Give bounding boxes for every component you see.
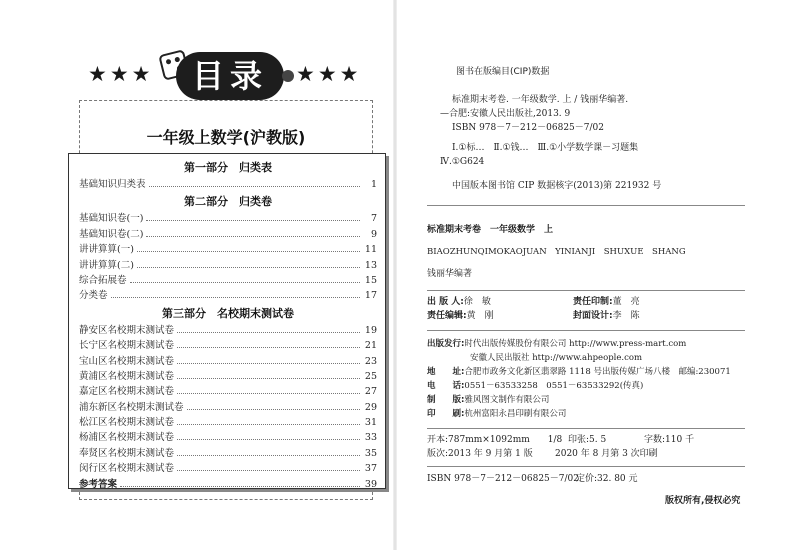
toc-entry[interactable] — [79, 446, 377, 461]
toc-entry-label: 黄浦区名校期末测试卷 — [79, 370, 175, 382]
toc-entry-page: 25 — [364, 370, 377, 382]
toc-entry-answers[interactable] — [79, 477, 377, 492]
staff-cover: 封面设计:李 陈 — [573, 311, 640, 321]
dot-leader — [177, 363, 360, 364]
toc-entry-label: 松江区名校期末测试卷 — [79, 417, 175, 429]
cip-line: 标准期末考卷. 一年级数学. 上 / 钱丽华编著. — [452, 95, 629, 105]
toc-entry-page: 21 — [364, 340, 377, 352]
toc-entry[interactable] — [79, 415, 377, 430]
toc-entry-page: 17 — [364, 290, 377, 302]
toc-entry-page: 37 — [364, 463, 377, 475]
toc-entry-label: 讲讲算算(一) — [79, 244, 134, 256]
toc-entry-page: 39 — [364, 478, 377, 490]
spec-impression: 2020 年 8 月第 3 次印刷 — [555, 449, 658, 459]
staff-print: 责任印制:董 亮 — [573, 297, 640, 307]
toc-entry-label: 基础知识卷(一) — [79, 213, 144, 225]
cip-line: —合肥:安徽人民出版社,2013. 9 — [440, 109, 571, 119]
toc-entry-label: 讲讲算算(二) — [79, 259, 134, 271]
dot-leader — [149, 186, 360, 187]
dot-leader — [177, 455, 360, 456]
toc-entry-page: 13 — [364, 259, 377, 271]
toc-entry[interactable] — [79, 227, 377, 242]
toc-entry-label: 浦东新区名校期末测试卷 — [79, 401, 184, 413]
cip-title: 图书在版编目(CIP)数据 — [456, 67, 550, 77]
toc-entry-page: 15 — [364, 274, 377, 286]
dot-leader — [177, 347, 360, 348]
toc-entry[interactable] — [79, 242, 377, 257]
dot-leader — [177, 378, 360, 379]
dot-leader — [137, 251, 360, 252]
divider — [427, 205, 745, 206]
dot-leader — [146, 236, 360, 237]
toc-entry-page: 7 — [370, 213, 377, 225]
toc-entry-label: 基础知识卷(二) — [79, 228, 144, 240]
cip-number: 中国版本图书馆 CIP 数据核字(2013)第 221932 号 — [452, 181, 662, 191]
toc-entry-page: 19 — [364, 324, 377, 336]
cip-line: Ⅳ.①G624 — [440, 157, 485, 167]
decorative-dot — [282, 70, 294, 82]
toc-entry[interactable] — [79, 430, 377, 445]
toc-entry-page: 35 — [364, 447, 377, 459]
spec-edition: 版次:2013 年 9 月第 1 版 — [427, 449, 533, 459]
dot-leader — [146, 220, 360, 221]
toc-entry-label: 闵行区名校期末测试卷 — [79, 463, 175, 475]
toc-entry-page: 33 — [364, 432, 377, 444]
dot-leader — [177, 424, 360, 425]
table-of-contents — [68, 153, 386, 489]
pub-plate: 制 版:雅风图文制作有限公司 — [427, 395, 550, 405]
dot-leader — [137, 267, 360, 268]
stars-decoration-left: ★★★ — [88, 62, 154, 86]
cip-line: Ⅰ.①标… Ⅱ.①钱… Ⅲ.①小学数学课－习题集 — [452, 143, 639, 153]
dot-leader — [120, 486, 360, 487]
toc-entry[interactable] — [79, 338, 377, 353]
toc-entry-page: 1 — [370, 179, 377, 190]
toc-entry[interactable] — [79, 258, 377, 273]
toc-entry[interactable] — [79, 400, 377, 415]
toc-entry[interactable] — [79, 177, 377, 192]
toc-entry-label: 参考答案 — [79, 478, 118, 490]
spec-words: 字数:110 千 — [644, 435, 695, 445]
toc-entry[interactable] — [79, 323, 377, 338]
toc-entry-page: 31 — [364, 417, 377, 429]
toc-entry-label: 宝山区名校期末测试卷 — [79, 355, 175, 367]
toc-entry-label: 综合拓展卷 — [79, 274, 127, 286]
stars-decoration-right: ★★★ — [296, 62, 362, 86]
spec-sheets: 印张:5. 5 — [568, 435, 607, 445]
toc-entry-label: 分类卷 — [79, 290, 108, 302]
dot-leader — [177, 470, 360, 471]
divider — [427, 428, 745, 429]
dot-leader — [177, 393, 360, 394]
staff-editor: 责任编辑:黄 刚 — [427, 311, 494, 321]
toc-entry[interactable] — [79, 211, 377, 226]
dot-leader — [130, 282, 360, 283]
pub-dist: 出版发行:时代出版传媒股份有限公司 http://www.press-mart.com — [427, 339, 687, 349]
dot-leader — [177, 439, 360, 440]
section-heading: 第一部分 归类表 — [184, 161, 272, 174]
staff-publisher: 出 版 人:徐 敏 — [427, 297, 491, 307]
toc-entry-page: 9 — [370, 228, 377, 240]
toc-entry[interactable] — [79, 369, 377, 384]
section-heading: 第二部分 归类卷 — [184, 195, 272, 209]
toc-entry-label: 奉贤区名校期末测试卷 — [79, 447, 175, 459]
divider — [427, 330, 745, 331]
toc-entry[interactable] — [79, 384, 377, 399]
spec-format: 开本:787mm×1092mm 1/8 — [427, 435, 563, 445]
isbn: ISBN 978－7－212－06825－7/02 — [427, 474, 579, 484]
toc-entry-label: 杨浦区名校期末测试卷 — [79, 432, 175, 444]
book-gutter — [393, 0, 397, 550]
pub-printer: 印 刷:杭州富阳永昌印刷有限公司 — [427, 409, 567, 419]
book-name: 标准期末考卷 一年级数学 上 — [427, 225, 554, 235]
divider — [427, 290, 745, 291]
pub-address: 地 址:合肥市政务文化新区翡翠路 1118 号出版传媒广场八楼 邮编:230071 — [427, 367, 731, 377]
toc-entry[interactable] — [79, 288, 377, 303]
pinyin-title: BIAOZHUNQIMOKAOJUAN YINIANJI SHUXUE SHANG — [427, 247, 686, 257]
book-title: 一年级上数学(沪教版) — [146, 128, 306, 147]
toc-entry[interactable] — [79, 354, 377, 369]
dot-leader — [111, 297, 360, 298]
pub-phone: 电 话:0551－63533258 0551－63533292(传真) — [427, 381, 644, 391]
price: 定价:32. 80 元 — [576, 474, 638, 484]
dot-leader — [187, 409, 360, 410]
toc-entry-label: 嘉定区名校期末测试卷 — [79, 386, 175, 398]
toc-entry-page: 11 — [364, 244, 377, 256]
toc-entry[interactable] — [79, 461, 377, 476]
cip-line: ISBN 978－7－212－06825－7/02 — [452, 123, 604, 133]
pub-press: 安徽人民出版社 http://www.ahpeople.com — [470, 353, 643, 363]
dot-leader — [177, 332, 360, 333]
toc-entry-page: 23 — [364, 355, 377, 367]
divider — [427, 466, 745, 467]
toc-entry-label: 长宁区名校期末测试卷 — [79, 340, 175, 352]
toc-entry-label: 静安区名校期末测试卷 — [79, 324, 175, 336]
toc-entry-label: 基础知识归类表 — [79, 179, 146, 190]
copyright-notice: 版权所有,侵权必究 — [665, 496, 741, 506]
toc-entry[interactable] — [79, 273, 377, 288]
toc-entry-page: 29 — [364, 401, 377, 413]
section-heading: 第三部分 名校期末测试卷 — [162, 306, 294, 320]
toc-title: 目录 — [176, 52, 284, 100]
author: 钱丽华编著 — [427, 269, 473, 279]
toc-entry-page: 27 — [364, 386, 377, 398]
